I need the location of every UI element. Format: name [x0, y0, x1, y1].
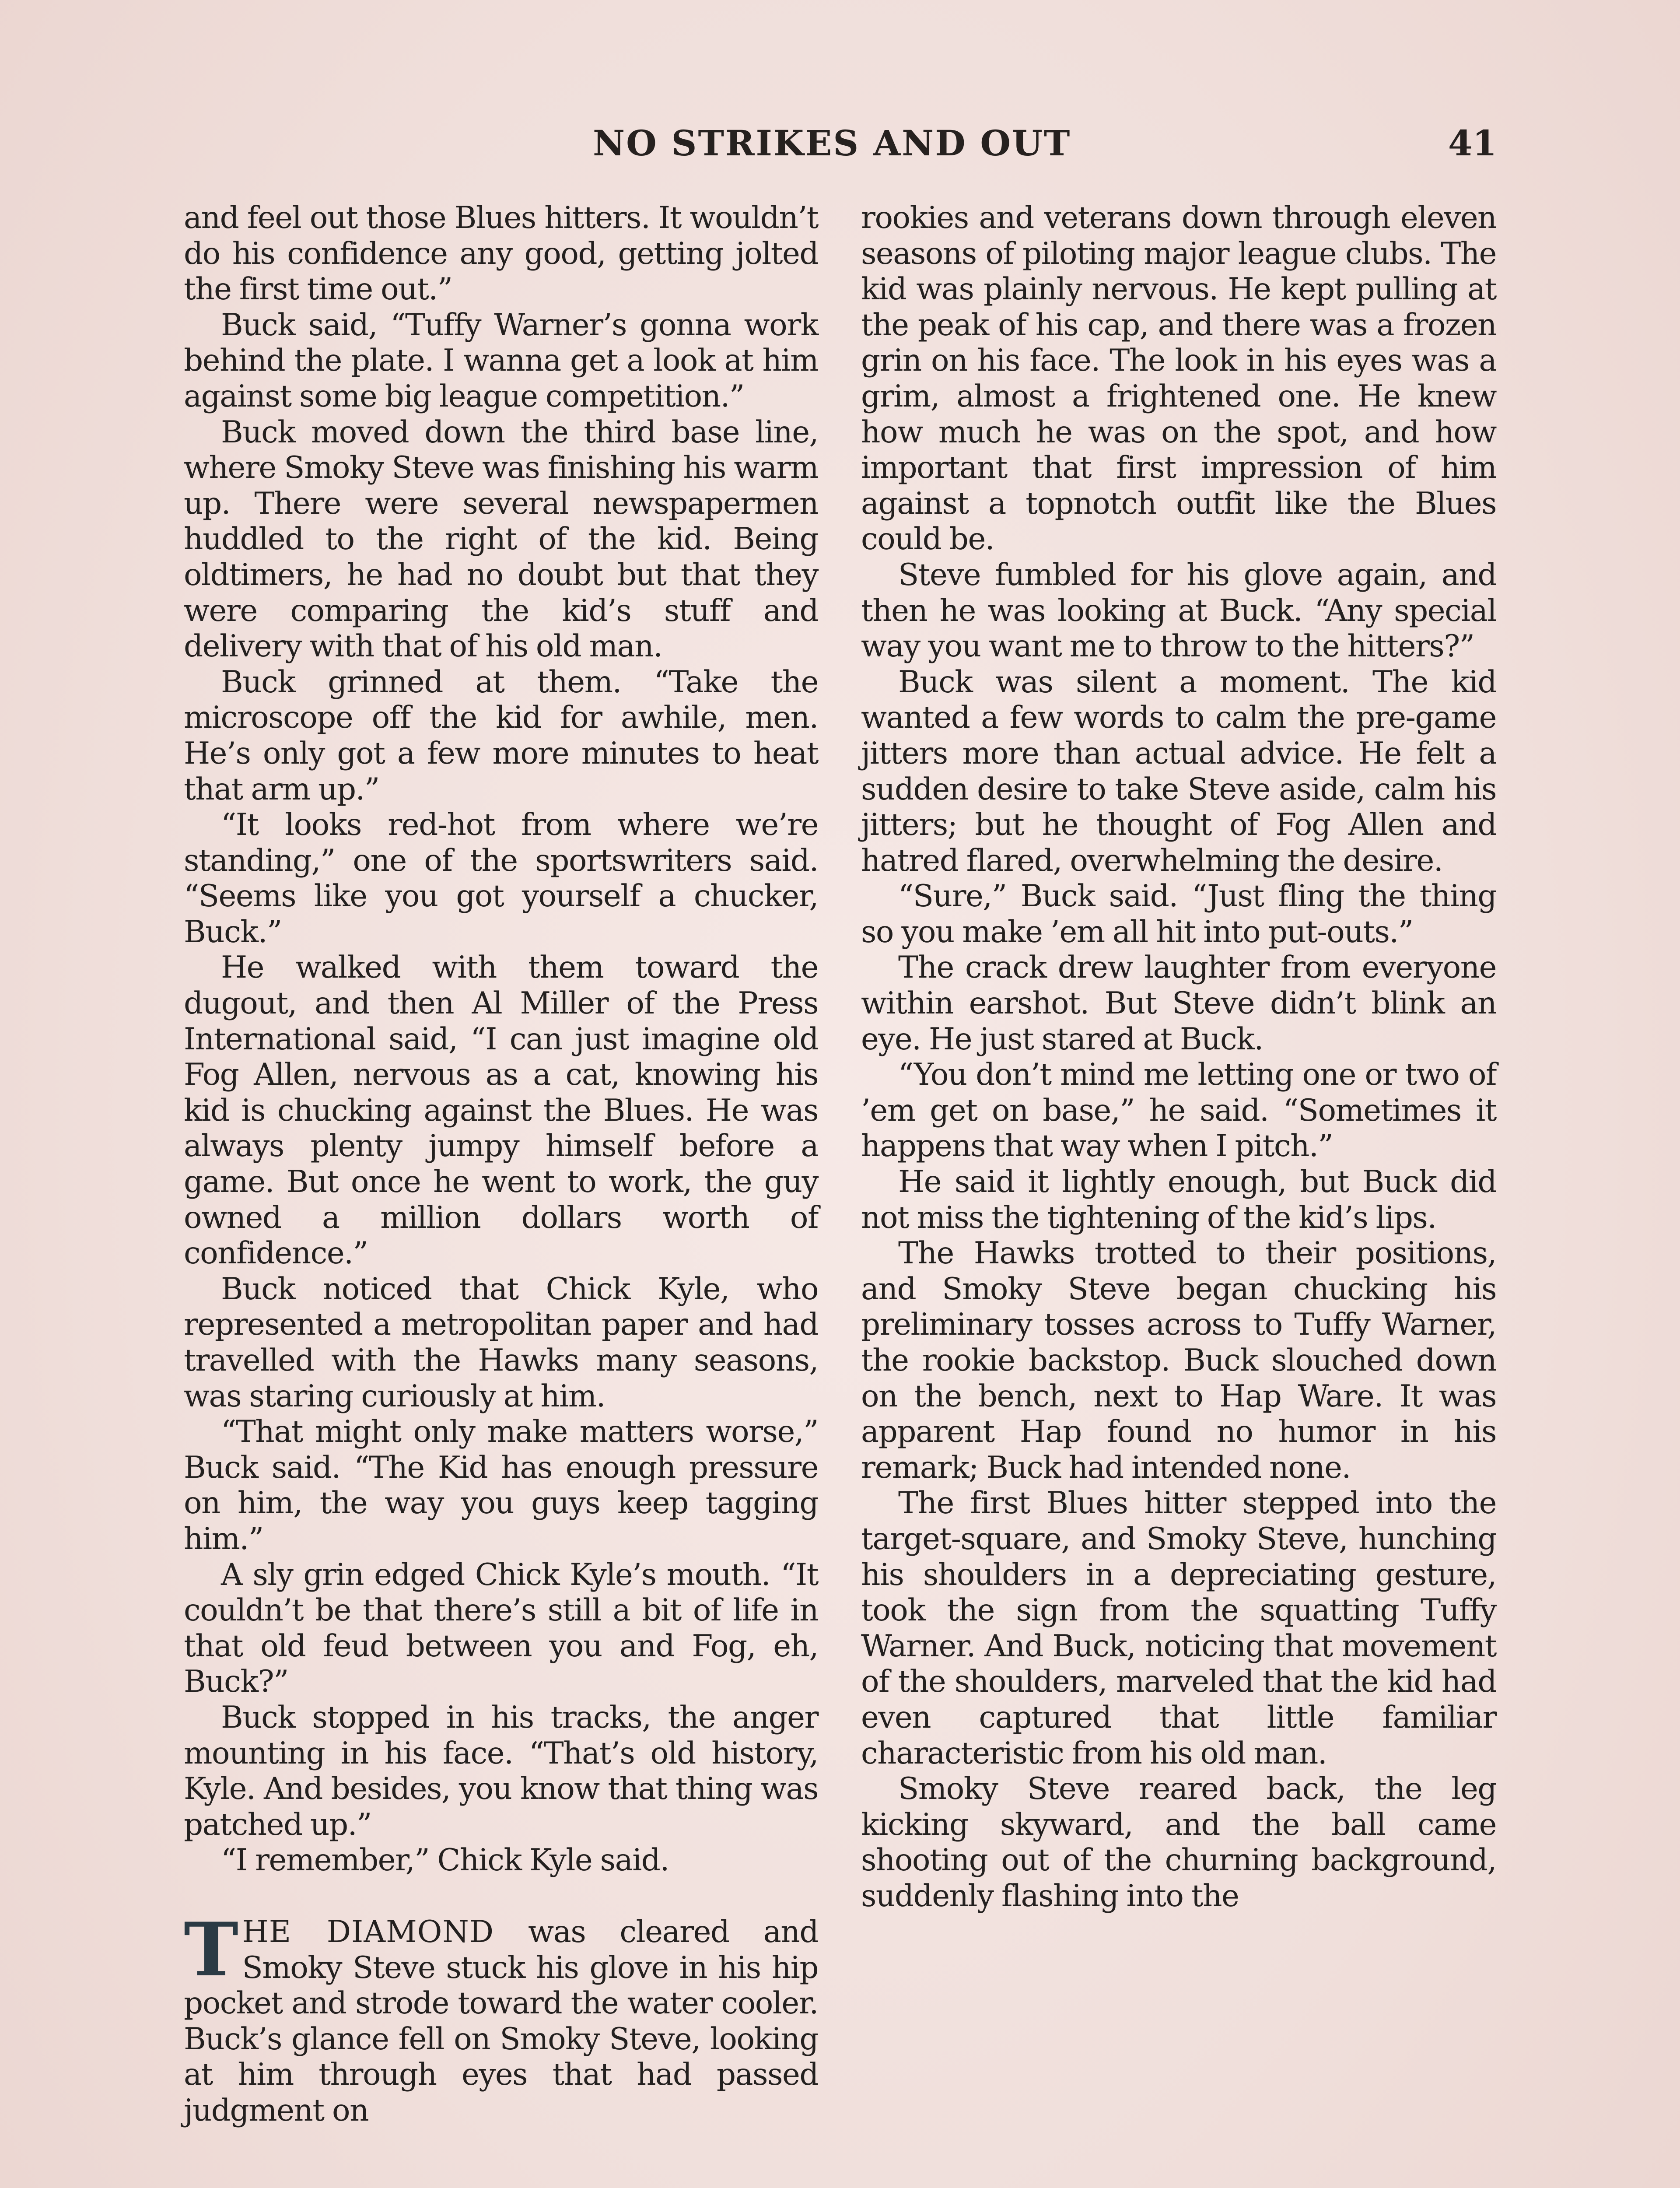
section-break [184, 1879, 818, 1914]
paragraph: Buck was silent a moment. The kid wanted a few words to calm the pre-game jitters more than actual advice. He felt a sudden desire to take Steve aside, calm his jitters; but he thought of Fog Allen and hatred flared, overwhelming the desire. [861, 664, 1496, 878]
paragraph: and feel out those Blues hitters. It wouldn’t do his confidence any good, getting jolted the first time out.” [184, 200, 818, 307]
page-number: 41 [1448, 123, 1497, 164]
paragraph: rookies and veterans down through eleven seasons of piloting major league clubs. The kid was plainly nervous. He kept pulling at the peak of his cap, and there was a frozen grin on his face. The look in his eyes was a grim, almost a frightened one. He knew how much he was on the spot, and how important that first impression of him against a topnotch outfit like the Blues could be. [861, 200, 1496, 557]
paragraph: He said it lightly enough, but Buck did not miss the tightening of the kid’s lips. [861, 1164, 1496, 1235]
paragraph: “Sure,” Buck said. “Just fling the thing so you make ’em all hit into put-outs.” [861, 879, 1496, 950]
paragraph: Buck said, “Tuffy Warner’s gonna work behind the plate. I wanna get a look at him against some big league competition.” [184, 307, 818, 414]
right-column [861, 200, 1496, 1914]
paragraph: Smoky Steve reared back, the leg kicking skyward, and the ball came shooting out of the churning background, suddenly flashing into the [861, 1771, 1496, 1914]
paragraph: Buck noticed that Chick Kyle, who represented a metropolitan paper and had travelled with the Hawks many seasons, was staring curiously at him. [184, 1271, 818, 1414]
small-caps-lead: HE DIAMOND [242, 1914, 494, 1950]
paragraph: The crack drew laughter from everyone within earshot. But Steve didn’t blink an eye. He just stared at Buck. [861, 950, 1496, 1057]
paragraph: Steve fumbled for his glove again, and then he was looking at Buck. “Any special way you want me to throw to the hitters?” [861, 557, 1496, 664]
paragraph: He walked with them toward the dugout, and then Al Miller of the Press International said, “I can just imagine old Fog Allen, nervous as a cat, knowing his kid is chucking against the Blues. He was always plenty jumpy himself before a game. But once he went to work, the guy owned a million dollars worth of confidence.” [184, 950, 818, 1271]
paragraph: The first Blues hitter stepped into the target-square, and Smoky Steve, hunching his shoulders in a depreciating gesture, took the sign from the squatting Tuffy Warner. And Buck, noticing that movement of the shoulders, marveled that the kid had even captured that little familiar characteristic from his old man. [861, 1486, 1496, 1771]
left-column [184, 200, 818, 2128]
paragraph: Buck moved down the third base line, where Smoky Steve was finishing his warm up. There were several newspapermen huddled to the right of the kid. Being oldtimers, he had no doubt but that they were comparing the kid’s stuff and delivery with that of his old man. [184, 414, 818, 664]
section-opening-text: was cleared and Smoky Steve stuck his glove in his hip pocket and strode toward the water cooler. Buck’s glance fell on Smoky Steve, looking at him through eyes that had passed judgment on [184, 1914, 818, 2128]
drop-cap: T [184, 1906, 238, 1993]
paragraph: Buck grinned at them. “Take the microscope off the kid for awhile, men. He’s only got a few more minutes to heat that arm up.” [184, 664, 818, 807]
paragraph: “It looks red-hot from where we’re standing,” one of the sportswriters said. “Seems like you got yourself a chucker, Buck.” [184, 807, 818, 950]
paragraph: Buck stopped in his tracks, the anger mounting in his face. “That’s old history, Kyle. And besides, you know that thing was patched up.” [184, 1700, 818, 1842]
running-head: NO STRIKES AND OUT [593, 123, 1071, 164]
paragraph: The Hawks trotted to their positions, and Smoky Steve began chucking his preliminary tosses across to Tuffy Warner, the rookie backstop. Buck slouched down on the bench, next to Hap Ware. It was apparent Hap found no humor in his remark; Buck had intended none. [861, 1236, 1496, 1485]
paragraph: A sly grin edged Chick Kyle’s mouth. “It couldn’t be that there’s still a bit of life in that old feud between you and Fog, eh, Buck?” [184, 1557, 818, 1700]
section-opening-paragraph [184, 1906, 818, 2129]
paragraph: “You don’t mind me letting one or two of ’em get on base,” he said. “Sometimes it happens that way when I pitch.” [861, 1057, 1496, 1164]
paragraph: “That might only make matters worse,” Buck said. “The Kid has enough pressure on him, the way you guys keep tagging him.” [184, 1414, 818, 1557]
paragraph: “I remember,” Chick Kyle said. [221, 1843, 669, 1878]
